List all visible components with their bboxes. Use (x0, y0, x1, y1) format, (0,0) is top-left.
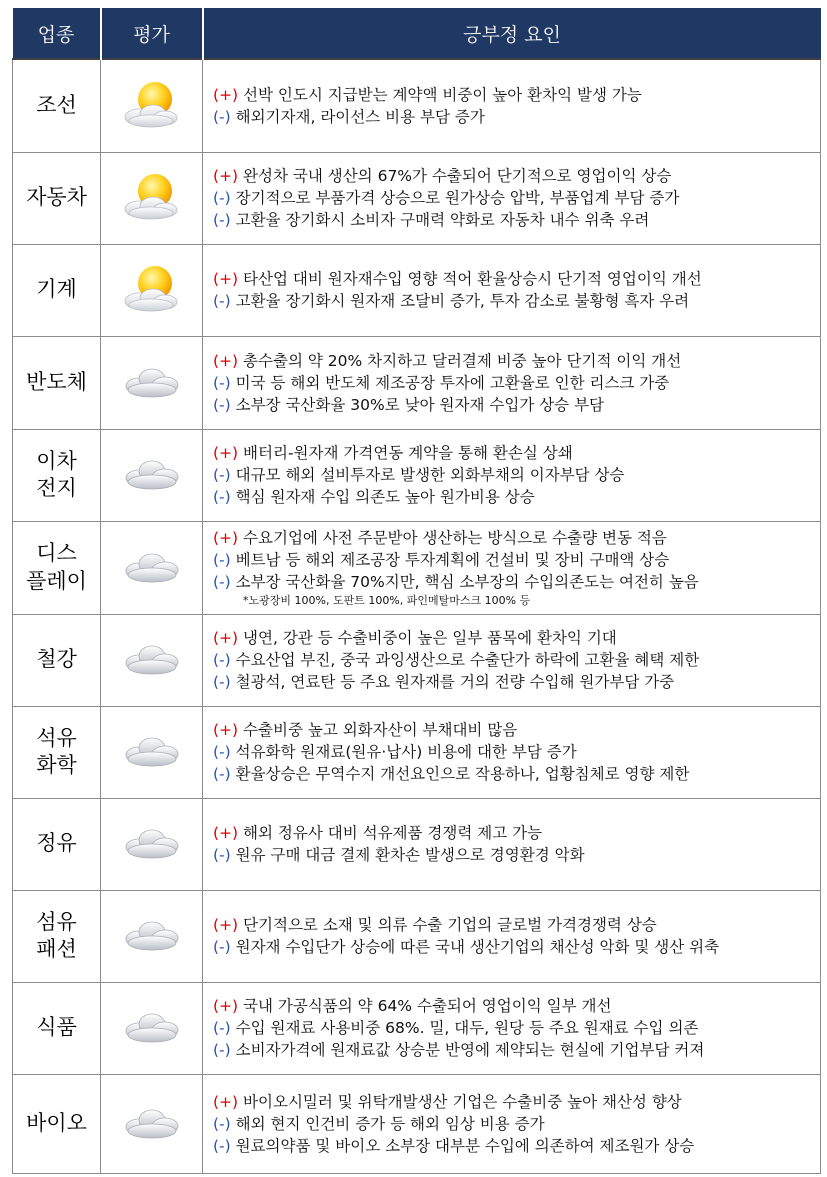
negative-sign: (-) (213, 395, 231, 414)
industry-cell (13, 429, 101, 521)
rating-cell (101, 152, 203, 244)
positive-factor (213, 268, 820, 290)
positive-factor (213, 822, 820, 844)
negative-factor (213, 209, 820, 231)
factors-cell (203, 982, 821, 1074)
header-industry: 업종 (13, 8, 101, 59)
negative-sign: (-) (213, 211, 231, 229)
positive-factor (213, 442, 820, 464)
negative-sign: (-) (213, 292, 231, 310)
table-row (13, 152, 821, 244)
factor-text: 환율상승은 무역수지 개선요인으로 작용하나, 업황침체로 영향 제한 (230, 765, 690, 783)
negative-sign: (-) (213, 1041, 231, 1059)
cloud-icon (119, 638, 185, 682)
factor-text: 석유화학 원재료(원유·납사) 비용에 대한 부담 증가 (230, 743, 577, 761)
industry-cell (13, 614, 101, 706)
industry-name: 반도체 (26, 369, 87, 394)
table-header-row (13, 8, 821, 59)
factor-text: 철광석, 연료탄 등 주요 원자재를 거의 전량 수입해 원가부담 가중 (230, 673, 675, 691)
factors-cell (203, 614, 821, 706)
factor-text: 수출비중 높고 외화자산이 부채대비 많음 (238, 721, 518, 739)
negative-sign: (-) (213, 107, 231, 126)
positive-sign: (+) (213, 916, 239, 934)
industry-cell (13, 244, 101, 336)
industry-name: 이차 (36, 448, 77, 473)
factor-text: 원자재 수입단가 상승에 따른 국내 생산기업의 채산성 악화 및 생산 위축 (230, 938, 720, 956)
negative-sign: (-) (213, 1114, 231, 1133)
positive-sign: (+) (213, 997, 239, 1015)
industry-cell (13, 1074, 101, 1173)
factor-text: 총수출의 약 20% 차지하고 달러결제 비중 높아 단기적 이익 개선 (238, 351, 682, 370)
rating-cell (101, 982, 203, 1074)
positive-factor (213, 1091, 820, 1113)
negative-factor (213, 571, 820, 593)
header-factors: 긍부정 요인 (203, 8, 821, 59)
factor-text: 수요산업 부진, 중국 과잉생산으로 수출단가 하락에 고환율 혜택 제한 (230, 651, 700, 669)
positive-sign: (+) (213, 270, 239, 288)
rating-cell (101, 59, 203, 152)
negative-sign: (-) (213, 488, 231, 506)
industry-name: 플레이 (26, 568, 87, 593)
positive-sign: (+) (213, 1092, 239, 1111)
industry-name: 식품 (36, 1015, 77, 1040)
table-row (13, 614, 821, 706)
negative-sign: (-) (213, 189, 231, 207)
negative-factor (213, 464, 820, 486)
negative-factor (213, 936, 820, 958)
table-row (13, 798, 821, 890)
factors-cell (203, 706, 821, 798)
cloud-icon (119, 1006, 185, 1050)
positive-sign: (+) (213, 167, 239, 185)
factor-text: 소부장 국산화율 30%로 낮아 원자재 수입가 상승 부담 (230, 395, 605, 414)
negative-factor (213, 486, 820, 508)
negative-sign: (-) (213, 1136, 231, 1155)
negative-factor (213, 106, 820, 128)
negative-sign: (-) (213, 551, 231, 569)
factor-text: 해외 현지 인건비 증가 등 해외 임상 비용 증가 (230, 1114, 545, 1133)
rating-cell (101, 429, 203, 521)
negative-factor (213, 1113, 820, 1135)
factor-text: 장기적으로 부품가격 상승으로 원가상승 압박, 부품업계 부담 증가 (230, 189, 680, 207)
cloud-icon (119, 822, 185, 866)
positive-factor (213, 914, 820, 936)
factors-cell (203, 336, 821, 429)
industry-table-wrapper (12, 8, 820, 1174)
industry-cell (13, 336, 101, 429)
factor-text: 선박 인도시 지급받는 계약액 비중이 높아 환차익 발생 가능 (238, 85, 642, 104)
sun-cloud-icon (119, 263, 185, 317)
factors-cell (203, 798, 821, 890)
factor-text: 해외 정유사 대비 석유제품 경쟁력 제고 가능 (238, 824, 543, 842)
industry-name: 철강 (36, 647, 77, 672)
factors-cell (203, 152, 821, 244)
industry-name: 기계 (36, 277, 77, 302)
table-row (13, 1074, 821, 1173)
factors-cell (203, 1074, 821, 1173)
industry-name: 전지 (36, 476, 77, 500)
negative-factor (213, 549, 820, 571)
table-body (13, 59, 821, 1173)
industry-name: 패션 (36, 937, 77, 961)
negative-sign: (-) (213, 938, 231, 956)
factor-text: 미국 등 해외 반도체 제조공장 투자에 고환율로 인한 리스크 가중 (230, 373, 670, 392)
factor-text: 핵심 원자재 수입 의존도 높아 원가비용 상승 (230, 488, 535, 506)
factor-text: 국내 가공식품의 약 64% 수출되어 영업이익 일부 개선 (238, 997, 612, 1015)
table-row (13, 521, 821, 614)
negative-sign: (-) (213, 765, 231, 783)
rating-cell (101, 798, 203, 890)
positive-factor (213, 84, 820, 106)
industry-cell (13, 982, 101, 1074)
factor-text: 바이오시밀러 및 위탁개발생산 기업은 수출비중 높아 채산성 향상 (238, 1092, 682, 1111)
factor-text: 단기적으로 소재 및 의류 수출 기업의 글로벌 가격경쟁력 상승 (238, 916, 657, 934)
industry-name: 디스 (36, 541, 77, 566)
positive-factor (213, 627, 820, 649)
factors-cell (203, 244, 821, 336)
factors-cell (203, 429, 821, 521)
rating-cell (101, 1074, 203, 1173)
cloud-icon (119, 730, 185, 774)
positive-sign: (+) (213, 444, 239, 462)
factor-text: 베트남 등 해외 제조공장 투자계획에 건설비 및 장비 구매액 상승 (230, 551, 670, 569)
industry-cell (13, 890, 101, 982)
factor-text: 수요기업에 사전 주문받아 생산하는 방식으로 수출량 변동 적음 (238, 529, 667, 547)
factor-text: 원유 구매 대금 결제 환차손 발생으로 경영환경 악화 (230, 846, 585, 864)
factor-text: 수입 원재료 사용비중 68%. 밀, 대두, 원당 등 주요 원재료 수입 의존 (230, 1019, 699, 1037)
negative-sign: (-) (213, 651, 231, 669)
negative-factor (213, 187, 820, 209)
table-row (13, 982, 821, 1074)
positive-factor (213, 350, 820, 372)
negative-factor (213, 844, 820, 866)
industry-name: 섬유 (36, 909, 77, 934)
industry-name: 바이오 (26, 1110, 87, 1135)
industry-name: 석유 (36, 725, 77, 750)
positive-factor (213, 527, 820, 549)
industry-name: 조선 (36, 93, 77, 118)
negative-factor (213, 671, 820, 693)
negative-sign: (-) (213, 373, 231, 392)
industry-cell (13, 798, 101, 890)
factors-cell (203, 59, 821, 152)
factor-text: 냉연, 강관 등 수출비중이 높은 일부 품목에 환차익 기대 (238, 629, 617, 647)
positive-factor (213, 995, 820, 1017)
rating-cell (101, 890, 203, 982)
rating-cell (101, 706, 203, 798)
cloud-icon (119, 453, 185, 497)
positive-sign: (+) (213, 85, 239, 104)
table-row (13, 244, 821, 336)
cloud-icon (119, 361, 185, 405)
negative-factor (213, 763, 820, 785)
factor-text: 대규모 해외 설비투자로 발생한 외화부채의 이자부담 상승 (230, 466, 625, 484)
factor-text: 소부장 국산화율 70%지만, 핵심 소부장의 수입의존도는 여전히 높음 (230, 573, 699, 591)
negative-factor (213, 290, 820, 312)
factor-text: 원료의약품 및 바이오 소부장 대부분 수입에 의존하여 제조원가 상승 (230, 1136, 695, 1155)
industry-cell (13, 521, 101, 614)
negative-sign: (-) (213, 1019, 231, 1037)
cloud-icon (119, 546, 185, 590)
sun-cloud-icon (119, 79, 185, 133)
factors-cell (203, 521, 821, 614)
positive-sign: (+) (213, 351, 239, 370)
positive-sign: (+) (213, 721, 239, 739)
positive-factor (213, 719, 820, 741)
factor-text: 소비자가격에 원재료값 상승분 반영에 제약되는 현실에 기업부담 커져 (230, 1041, 705, 1059)
table-row (13, 706, 821, 798)
cloud-icon (119, 914, 185, 958)
industry-impact-table (12, 8, 821, 1174)
negative-factor (213, 394, 820, 416)
industry-name: 자동차 (26, 185, 87, 210)
rating-cell (101, 614, 203, 706)
positive-sign: (+) (213, 529, 239, 547)
negative-sign: (-) (213, 846, 231, 864)
negative-factor (213, 1135, 820, 1157)
industry-cell (13, 152, 101, 244)
factor-text: 타산업 대비 원자재수입 영향 적어 환율상승시 단기적 영업이익 개선 (238, 270, 702, 288)
positive-factor (213, 165, 820, 187)
factor-text: 배터리-원자재 가격연동 계약을 통해 환손실 상쇄 (238, 444, 573, 462)
rating-cell (101, 521, 203, 614)
industry-cell (13, 706, 101, 798)
rating-cell (101, 336, 203, 429)
negative-factor (213, 372, 820, 394)
negative-sign: (-) (213, 466, 231, 484)
negative-factor (213, 649, 820, 671)
table-row (13, 429, 821, 521)
negative-factor (213, 741, 820, 763)
industry-cell (13, 59, 101, 152)
factors-cell (203, 890, 821, 982)
negative-factor (213, 1017, 820, 1039)
table-row (13, 890, 821, 982)
factor-text: 고환율 장기화시 원자재 조달비 증가, 투자 감소로 불황형 흑자 우려 (230, 292, 690, 310)
negative-sign: (-) (213, 573, 231, 591)
table-row (13, 336, 821, 429)
footnote: *노광장비 100%, 도판트 100%, 파인메탈마스크 100% 등 (243, 594, 531, 607)
sun-cloud-icon (119, 171, 185, 225)
positive-sign: (+) (213, 824, 239, 842)
negative-factor (213, 1039, 820, 1061)
rating-cell (101, 244, 203, 336)
header-rating: 평가 (101, 8, 203, 59)
factor-text: 완성차 국내 생산의 67%가 수출되어 단기적으로 영업이익 상승 (238, 167, 672, 185)
factor-text: 해외기자재, 라이선스 비용 부담 증가 (230, 107, 485, 126)
negative-sign: (-) (213, 673, 231, 691)
table-row (13, 59, 821, 152)
industry-name: 정유 (36, 831, 77, 856)
factor-text: 고환율 장기화시 소비자 구매력 약화로 자동차 내수 위축 우려 (230, 211, 650, 229)
cloud-icon (119, 1102, 185, 1146)
positive-sign: (+) (213, 629, 239, 647)
negative-sign: (-) (213, 743, 231, 761)
industry-name: 화학 (36, 753, 77, 777)
